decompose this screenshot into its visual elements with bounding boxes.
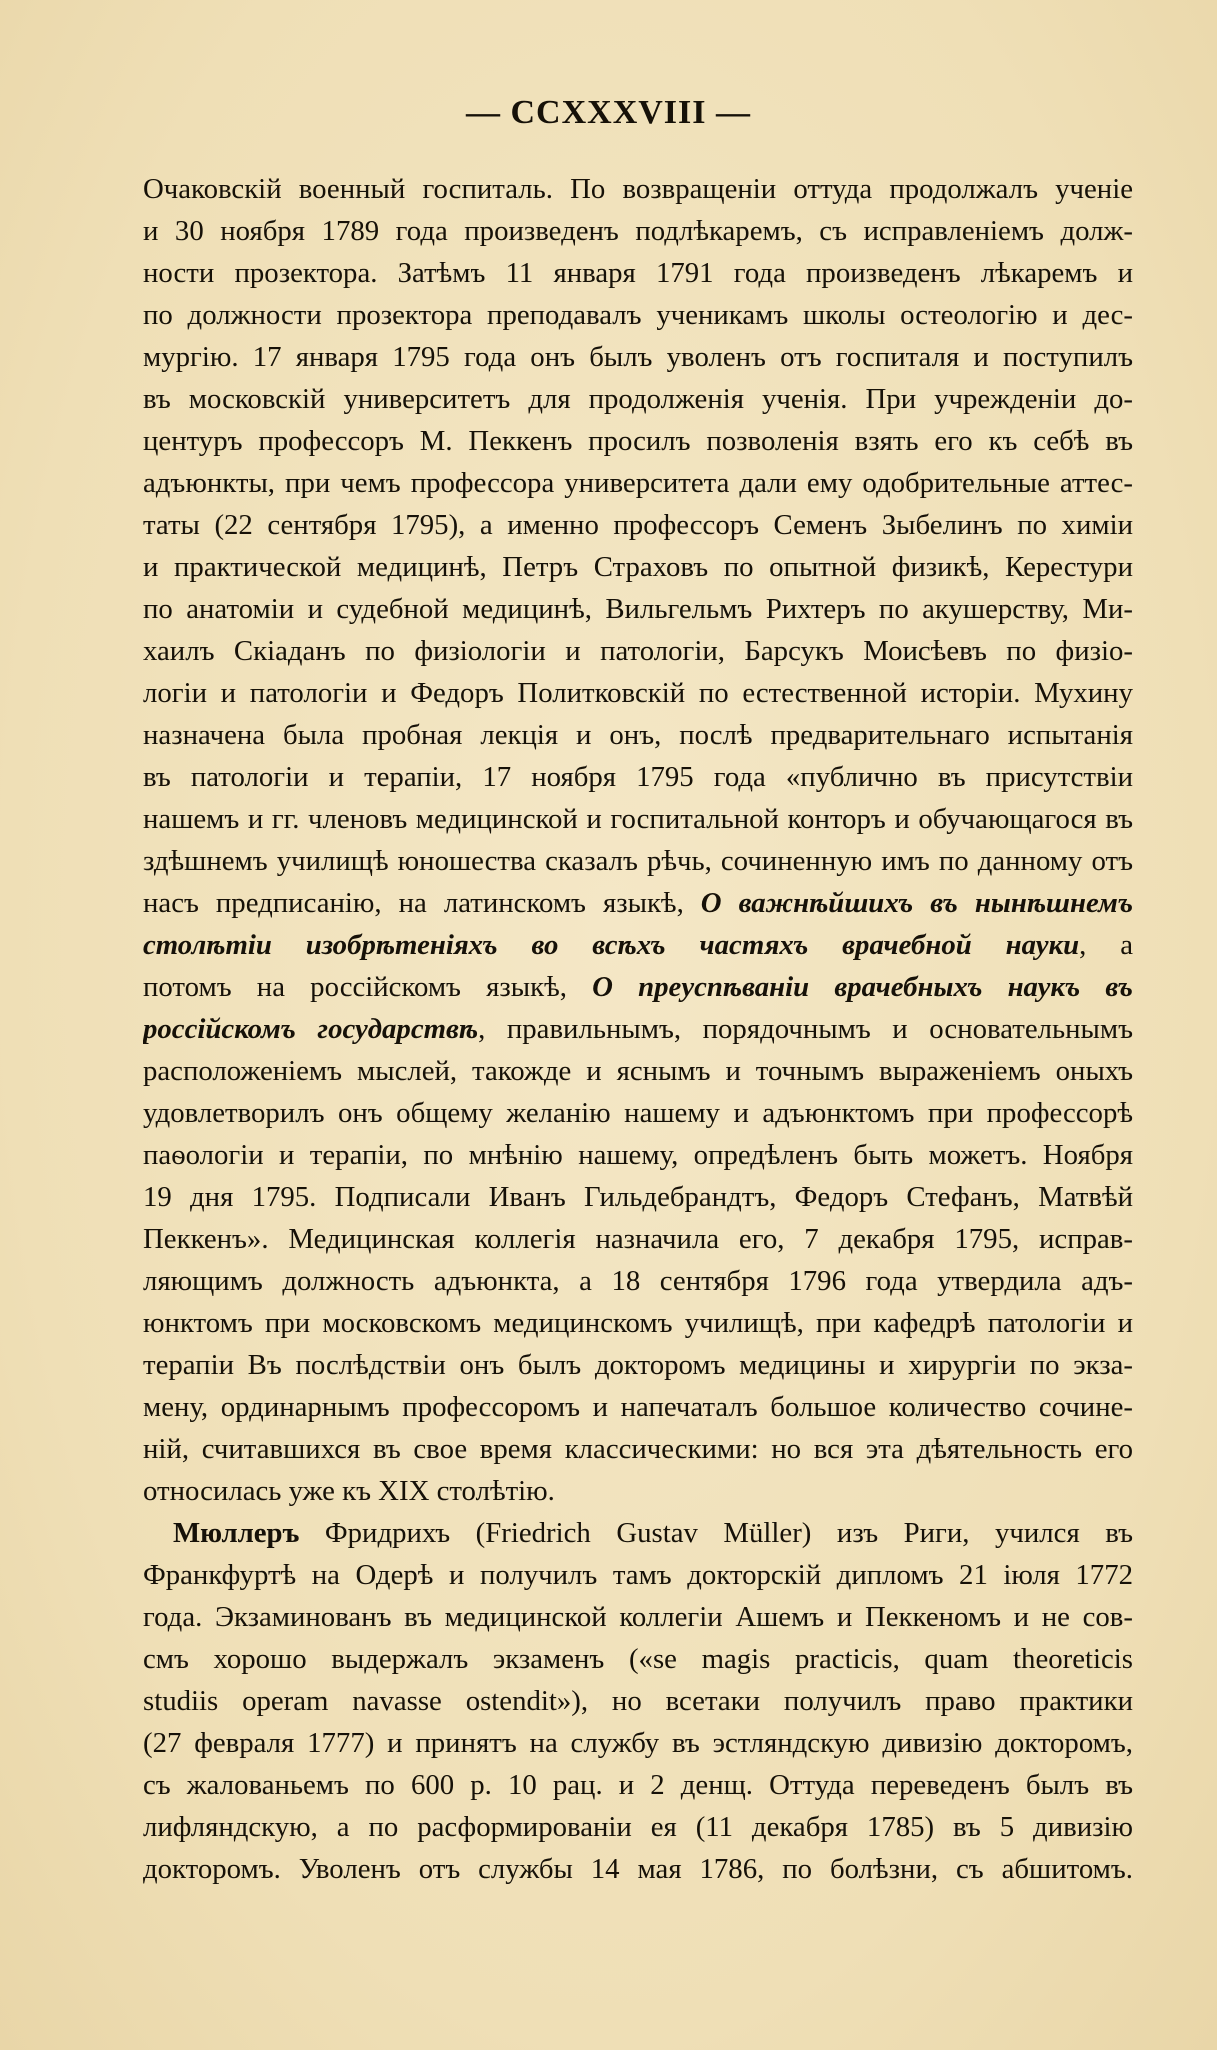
line-text: ній, считавшихся въ свое время классическими: но вся эта дѣятельность его (143, 1433, 1133, 1465)
text-line (143, 588, 1133, 630)
text-line (143, 420, 1133, 462)
line-text: мургію. 17 января 1795 года онъ былъ уволенъ отъ госпиталя и поступилъ (143, 341, 1133, 373)
line-text: смъ хорошо выдержалъ экзаменъ («se magis practicis, quam theoreticis (143, 1643, 1133, 1675)
line-text: потомъ на россійскомъ языкѣ, (143, 971, 593, 1003)
text-line (143, 1260, 1133, 1302)
text-line (143, 378, 1133, 420)
text-line (143, 1512, 1133, 1554)
italic-title: россійскомъ государствѣ (143, 1013, 479, 1045)
line-text: мену, ординарнымъ профессоромъ и напечаталъ большое количество сочине- (143, 1391, 1133, 1423)
text-line (143, 1302, 1133, 1344)
italic-title: О важнѣйшихъ въ нынѣшнемъ (700, 887, 1133, 919)
line-text: года. Экзаминованъ въ медицинской коллегіи Ашемъ и Пеккеномъ и не сов- (143, 1601, 1133, 1633)
line-text: ности прозектора. Затѣмъ 11 января 1791 года произведенъ лѣкаремъ и (143, 257, 1133, 289)
text-line (143, 168, 1133, 210)
line-text: , а (1079, 929, 1133, 961)
line-text: паѳологіи и терапіи, по мнѣнію нашему, опредѣленъ быть можетъ. Ноября (143, 1139, 1133, 1171)
text-line (143, 714, 1133, 756)
line-text: по анатоміи и судебной медицинѣ, Вильгельмъ Рихтеръ по акушерству, Ми- (143, 593, 1133, 625)
entry-name: Мюллеръ (173, 1517, 300, 1549)
line-text: и практической медицинѣ, Петръ Страховъ по опытной физикѣ, Керестури (143, 551, 1133, 583)
italic-title: столѣтіи изобрѣтеніяхъ во всѣхъ частяхъ врачебной науки (143, 929, 1080, 961)
line-text: таты (22 сентября 1795), а именно профессоръ Семенъ Зыбелинъ по химіи (143, 509, 1133, 541)
line-text: хаилъ Скіаданъ по физіологіи и патологіи, Барсукъ Моисѣевъ по физіо- (143, 635, 1133, 667)
line-text: терапіи Въ послѣдствіи онъ былъ докторомъ медицины и хирургіи по экза- (143, 1349, 1133, 1381)
line-text: по должности прозектора преподавалъ ученикамъ школы остеологію и дес- (143, 299, 1133, 331)
text-line (143, 1134, 1133, 1176)
line-text: логіи и патологіи и Федоръ Политковскій по естественной исторіи. Мухину (143, 677, 1133, 709)
line-text: Франкфуртѣ на Одерѣ и получилъ тамъ докторскій дипломъ 21 іюля 1772 (143, 1559, 1133, 1591)
line-text: насъ предписанію, на латинскомъ языкѣ, (143, 887, 701, 919)
text-line (143, 504, 1133, 546)
line-text: studiis operam navasse ostendit»), но всетаки получилъ право практики (143, 1685, 1133, 1717)
text-line (143, 1554, 1133, 1596)
line-text: докторомъ. Уволенъ отъ службы 14 мая 1786, по болѣзни, съ абшитомъ. (143, 1853, 1133, 1885)
line-text: нашемъ и гг. членовъ медицинской и госпитальной конторъ и обучающагося въ (143, 803, 1133, 835)
line-text: лифляндскую, а по расформированіи ея (11 декабря 1785) въ 5 дивизію (143, 1811, 1133, 1843)
line-text: удовлетворилъ онъ общему желанію нашему и адъюнктомъ при профессорѣ (143, 1097, 1133, 1129)
text-line (143, 1764, 1133, 1806)
line-text: (27 февраля 1777) и принятъ на службу въ эстляндскую дивизію докторомъ, (143, 1727, 1133, 1759)
line-text: ляющимъ должность адъюнкта, а 18 сентября 1796 года утвердила адъ- (143, 1265, 1133, 1297)
line-text: , правильнымъ, порядочнымъ и основательнымъ (478, 1013, 1133, 1045)
line-text: назначена была пробная лекція и онъ, послѣ предварительнаго испытанія (143, 719, 1133, 751)
text-line (143, 924, 1133, 966)
text-line (143, 1176, 1133, 1218)
text-line (143, 210, 1133, 252)
text-line (143, 798, 1133, 840)
text-line (143, 546, 1133, 588)
text-line (143, 1386, 1133, 1428)
page-number: — CCXXXVIII — (465, 94, 752, 131)
text-line (143, 1638, 1133, 1680)
text-line (143, 882, 1133, 924)
line-text: адъюнкты, при чемъ профессора университета дали ему одобрительные аттес- (143, 467, 1133, 499)
line-text: относилась уже къ XIX столѣтію. (143, 1475, 555, 1507)
text-line (143, 1470, 1133, 1512)
line-text: центуръ профессоръ М. Пеккенъ просилъ позволенія взять его къ себѣ въ (143, 425, 1133, 457)
text-line (143, 252, 1133, 294)
line-text: и 30 ноября 1789 года произведенъ подлѣкаремъ, съ исправленіемъ долж- (143, 215, 1133, 247)
line-text: въ патологіи и терапіи, 17 ноября 1795 года «публично въ присутствіи (143, 761, 1133, 793)
text-line (143, 1008, 1133, 1050)
italic-title: О преуспѣваніи врачебныхъ наукъ въ (592, 971, 1133, 1003)
text-line (143, 1050, 1133, 1092)
text-line (143, 1848, 1133, 1890)
line-text: 19 дня 1795. Подписали Иванъ Гильдебрандтъ, Федоръ Стефанъ, Матвѣй (143, 1181, 1133, 1213)
line-text: Пеккенъ». Медицинская коллегія назначила его, 7 декабря 1795, исправ- (143, 1223, 1133, 1255)
text-line (143, 756, 1133, 798)
text-line (143, 1092, 1133, 1134)
line-text: расположеніемъ мыслей, такожде и яснымъ и точнымъ выраженіемъ оныхъ (143, 1055, 1133, 1087)
line-text: Очаковскій военный госпиталь. По возвращеніи оттуда продолжалъ ученіе (143, 173, 1133, 205)
line-text: здѣшнемъ училищѣ юношества сказалъ рѣчь, сочиненную имъ по данному отъ (143, 845, 1133, 877)
text-line (143, 1806, 1133, 1848)
line-text: юнктомъ при московскомъ медицинскомъ училищѣ, при кафедрѣ патологіи и (143, 1307, 1133, 1339)
line-text: съ жалованьемъ по 600 р. 10 рац. и 2 денщ. Оттуда переведенъ былъ въ (143, 1769, 1133, 1801)
text-line (143, 1218, 1133, 1260)
text-line (143, 840, 1133, 882)
text-line (143, 1722, 1133, 1764)
text-line (143, 336, 1133, 378)
page-body-text (143, 168, 1133, 1890)
text-line (143, 966, 1133, 1008)
text-line (143, 1680, 1133, 1722)
text-line (143, 630, 1133, 672)
text-line (143, 1428, 1133, 1470)
line-text: Фридрихъ (Friedrich Gustav Müller) изъ Риги, учился въ (299, 1517, 1133, 1549)
text-line (143, 294, 1133, 336)
text-line (143, 462, 1133, 504)
line-text: въ московскій университетъ для продолженія ученія. При учрежденіи до- (143, 383, 1133, 415)
text-line (143, 672, 1133, 714)
text-line (143, 1596, 1133, 1638)
text-line (143, 1344, 1133, 1386)
